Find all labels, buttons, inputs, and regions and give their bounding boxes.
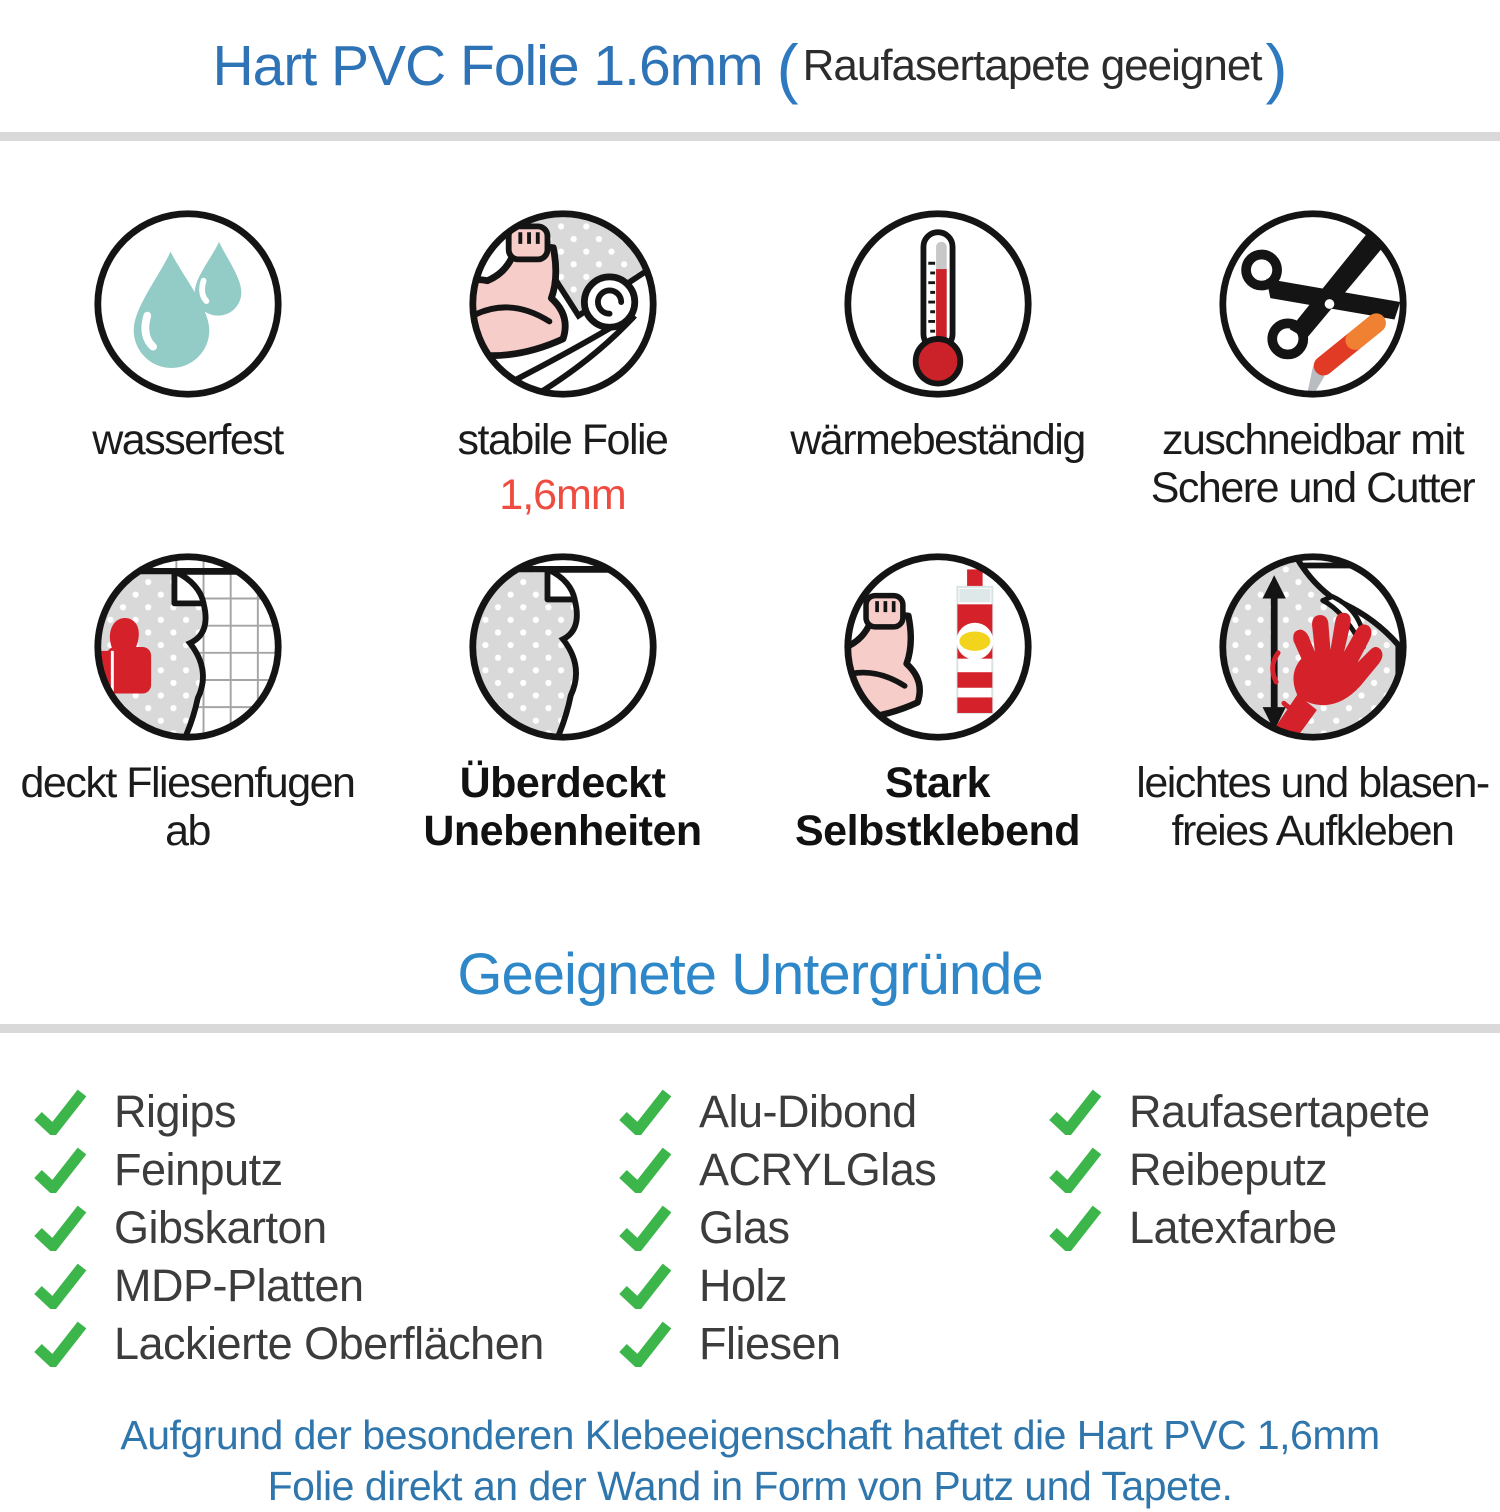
feature-label bbox=[795, 759, 1080, 855]
surface-item bbox=[33, 1201, 600, 1253]
muscle-glue-icon bbox=[841, 550, 1035, 744]
surface-item bbox=[33, 1317, 600, 1369]
feature-stabile-folie bbox=[375, 207, 750, 520]
feature-wasserfest bbox=[0, 207, 375, 520]
footer-note bbox=[0, 1410, 1500, 1512]
divider-top bbox=[0, 132, 1500, 141]
surface-item bbox=[1048, 1143, 1500, 1195]
feature-label-line2: freies Aufkleben bbox=[1171, 807, 1454, 856]
section-title-untergruende: Geeignete Untergründe bbox=[457, 942, 1043, 1008]
surface-label: Rigips bbox=[114, 1085, 237, 1137]
surface-label: Fliesen bbox=[699, 1317, 841, 1369]
feature-selbstklebend bbox=[750, 550, 1125, 855]
check-icon bbox=[618, 1089, 672, 1135]
hand-press-icon bbox=[1216, 550, 1410, 744]
surface-item bbox=[618, 1317, 1020, 1369]
surface-label: Holz bbox=[699, 1259, 788, 1311]
surface-item bbox=[618, 1143, 1020, 1195]
check-icon bbox=[618, 1147, 672, 1193]
footer-line1: Aufgrund der besonderen Klebeeigenschaft haftet die Hart PVC 1,6mm bbox=[120, 1412, 1380, 1459]
feature-label-line1: wärmebeständig bbox=[790, 416, 1085, 464]
feature-grid-row2 bbox=[0, 550, 1500, 855]
feature-label bbox=[1151, 416, 1474, 512]
thermometer-icon bbox=[841, 207, 1035, 401]
surface-label: MDP-Platten bbox=[114, 1259, 364, 1311]
surface-item bbox=[1048, 1085, 1500, 1137]
feature-label bbox=[0, 759, 375, 855]
surfaces-checklist bbox=[0, 1085, 1500, 1369]
surface-label: Glas bbox=[699, 1201, 790, 1253]
feature-zuschneidbar bbox=[1125, 207, 1500, 520]
check-icon bbox=[618, 1321, 672, 1367]
surface-label: Raufasertapete bbox=[1129, 1085, 1430, 1137]
surface-label: Reibeputz bbox=[1129, 1143, 1328, 1195]
check-icon bbox=[1048, 1205, 1102, 1251]
feature-sublabel-thickness: 1,6mm bbox=[499, 471, 626, 520]
surfaces-column-2 bbox=[600, 1085, 1020, 1369]
check-icon bbox=[33, 1089, 87, 1135]
surface-label: Latexfarbe bbox=[1129, 1201, 1337, 1253]
feature-label-line1: stabile Folie bbox=[457, 416, 668, 464]
feature-label-line2: Schere und Cutter bbox=[1150, 464, 1475, 513]
feature-label-line2: Selbstklebend bbox=[794, 807, 1081, 856]
surface-label: Gibskarton bbox=[114, 1201, 327, 1253]
surface-item bbox=[618, 1259, 1020, 1311]
surface-item bbox=[33, 1259, 600, 1311]
paren-close: ) bbox=[1265, 31, 1288, 105]
check-icon bbox=[618, 1263, 672, 1309]
water-drops-icon bbox=[91, 207, 285, 401]
feature-label-line1: leichtes und blasen- bbox=[1136, 759, 1489, 808]
feature-fliesenfugen bbox=[0, 550, 375, 855]
check-icon bbox=[618, 1205, 672, 1251]
page-title: Hart PVC Folie 1.6mm bbox=[212, 34, 763, 98]
feature-label-line1: deckt Fliesenfugen ab bbox=[20, 759, 355, 856]
surface-item bbox=[618, 1085, 1020, 1137]
check-icon bbox=[33, 1321, 87, 1367]
check-icon bbox=[33, 1147, 87, 1193]
check-icon bbox=[33, 1263, 87, 1309]
header bbox=[0, 0, 1500, 132]
check-icon bbox=[1048, 1089, 1102, 1135]
feature-label bbox=[92, 416, 283, 464]
surfaces-column-3 bbox=[1020, 1085, 1500, 1366]
surface-item bbox=[33, 1085, 600, 1137]
surface-label: ACRYLGlas bbox=[699, 1143, 937, 1195]
feature-unebenheiten bbox=[375, 550, 750, 855]
feature-label bbox=[423, 759, 701, 855]
feature-label-line1: Überdeckt bbox=[459, 759, 666, 808]
feature-label-line1: Stark bbox=[884, 759, 991, 808]
divider-middle bbox=[0, 1024, 1500, 1033]
surface-label: Alu-Dibond bbox=[699, 1085, 917, 1137]
page-subtitle: Raufasertapete geeignet bbox=[802, 41, 1262, 90]
feature-aufkleben bbox=[1125, 550, 1500, 855]
check-icon bbox=[33, 1205, 87, 1251]
surface-item bbox=[1048, 1201, 1500, 1253]
strong-foil-icon bbox=[466, 207, 660, 401]
feature-label-line2: Unebenheiten bbox=[423, 807, 702, 856]
surfaces-column-1 bbox=[0, 1085, 600, 1369]
check-icon bbox=[1048, 1147, 1102, 1193]
scissors-cutter-icon bbox=[1216, 207, 1410, 401]
footer-line2: Folie direkt an der Wand in Form von Putz und Tapete. bbox=[267, 1463, 1233, 1510]
feature-grid-row1 bbox=[0, 207, 1500, 520]
feature-label-line1: zuschneidbar mit bbox=[1161, 416, 1464, 464]
surface-label: Feinputz bbox=[114, 1143, 283, 1195]
paren-open: ( bbox=[776, 31, 799, 105]
surface-label: Lackierte Oberflächen bbox=[114, 1317, 544, 1369]
feature-label-line1: wasserfest bbox=[92, 416, 283, 464]
feature-label bbox=[790, 416, 1085, 464]
surface-item bbox=[33, 1143, 600, 1195]
feature-label bbox=[1136, 759, 1488, 855]
feature-label bbox=[458, 416, 668, 464]
foil-cover-icon bbox=[466, 550, 660, 744]
feature-waermebestaendig bbox=[750, 207, 1125, 520]
thumb-up-tiles-icon bbox=[91, 550, 285, 744]
surface-item bbox=[618, 1201, 1020, 1253]
